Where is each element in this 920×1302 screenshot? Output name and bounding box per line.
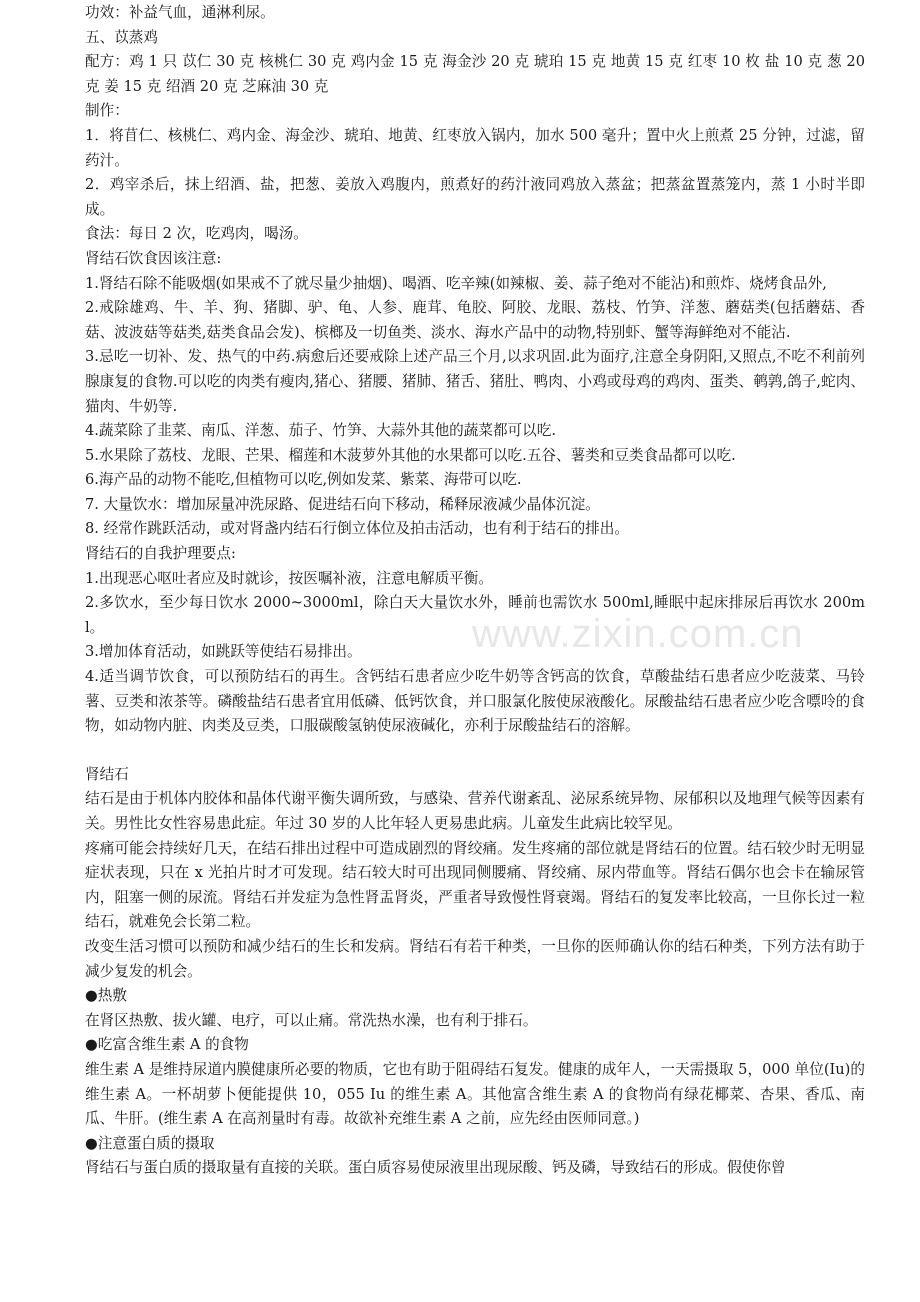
section-heading-kidney-stone: 肾结石 bbox=[85, 765, 129, 783]
tip-heading-vitamin-a: ●吃富含维生素 A 的食物 bbox=[85, 1036, 249, 1054]
self-care-heading: 肾结石的自我护理要点: bbox=[85, 545, 236, 563]
self-care-1: 1.出现恶心呕吐者应及时就诊，按医嘱补液，注意电解质平衡。 bbox=[85, 569, 493, 587]
diet-note-1: 1.肾结石除不能吸烟(如果戒不了就尽量少抽烟)、喝酒、吃辛辣(如辣椒、姜、蒜子绝对不能沾)和煎炸、烧烤食品外, bbox=[85, 274, 827, 292]
self-care-4: 4.适当调节饮食，可以预防结石的再生。含钙结石患者应少吃牛奶等含钙高的饮食，草酸盐结石患者应少吃菠菜、马铃薯、豆类和浓茶等。磷酸盐结石患者宜用低磷、低钙饮食，并口服氯化胺使尿液酸化。尿酸盐结石患者应少吃含嘌呤的食物，如动物内脏、肉类及豆类，口服碳酸氢钠使尿液碱化，亦利于尿酸盐结石的溶解。 bbox=[85, 668, 865, 735]
diet-note-5: 5.水果除了荔枝、龙眼、芒果、榴莲和木菠萝外其他的水果都可以吃.五谷、薯类和豆类食品都可以吃. bbox=[85, 446, 736, 464]
tip-heading-protein: ●注意蛋白质的摄取 bbox=[85, 1134, 215, 1152]
diet-notes-heading: 肾结石饮食因该注意: bbox=[85, 249, 222, 267]
tip-vitamin-a: 维生素 A 是维持尿道内膜健康所必要的物质，它也有助于阻碍结石复发。健康的成年人，一天需摄取 5，000 单位(Iu)的维生素 A。一杯胡萝卜便能提供 10，055 Iu 的维生素 A。其他富含维生素 A 的食物尚有绿花椰菜、杏果、香瓜、南瓜、牛肝。(维生素 A 在高剂量时有毒。故欲补充维生素 A 之前，应先经由医师同意。) bbox=[85, 1060, 865, 1128]
recipe-ingredients: 配方：鸡 1 只 苡仁 30 克 核桃仁 30 克 鸡内金 15 克 海金沙 20 克 琥珀 15 克 地黄 15 克 红枣 10 枚 盐 10 克 葱 20 克 姜 15 克 绍酒 20 克 芝麻油 30 克 bbox=[85, 53, 865, 95]
prevention-paragraph: 改变生活习惯可以预防和减少结石的生长和发病。肾结石有若干种类，一旦你的医师确认你的结石种类，下列方法有助于减少复发的机会。 bbox=[85, 937, 865, 980]
recipe-heading: 五、苡蒸鸡 bbox=[85, 28, 158, 46]
diet-note-3: 3.忌吃一切补、发、热气的中药.病愈后还要戒除上述产品三个月,以求巩固.此为面疗,注意全身阴阳,又照点,不吃不利前列腺康复的食物.可以吃的肉类有瘦肉,猪心、猪腰、猪肺、猪舌、猪肚、鸭肉、小鸡或母鸡的鸡肉、蛋类、鹌鹑,鸽子,蛇肉、猫肉、牛奶等. bbox=[85, 348, 865, 415]
diet-note-8: 8. 经常作跳跃活动，或对肾盏内结石行倒立体位及拍击活动，也有利于结石的排出。 bbox=[85, 520, 629, 538]
diet-note-2: 2.戒除雄鸡、牛、羊、狗、猪脚、驴、龟、人参、鹿茸、龟胶、阿胶、龙眼、荔枝、竹笋、洋葱、蘑菇类(包括蘑菇、香菇、波波菇等菇类,菇类食品会发)、槟榔及一切鱼类、淡水、海水产品中的动物,特别虾、蟹等海鲜绝对不能沾. bbox=[85, 299, 865, 341]
symptoms-paragraph: 疼痛可能会持续好几天，在结石排出过程中可造成剧烈的肾绞痛。发生疼痛的部位就是肾结石的位置。结石较少时无明显症状表现，只在 x 光拍片时才可发现。结石较大时可出现同侧腰痛、肾绞痛、尿内带血等。肾结石偶尔也会卡在输尿管内，阻塞一侧的尿流。肾结石并发症为急性肾盂肾炎，严重者导致慢性肾衰竭。肾结石的复发率比较高，一旦你长过一粒结石，就难免会长第二粒。 bbox=[85, 839, 865, 931]
diet-note-7: 7. 大量饮水：增加尿量冲洗尿路、促进结石向下移动，稀释尿液减少晶体沉淀。 bbox=[85, 495, 600, 513]
watermark: www.zixin.com.cn bbox=[472, 612, 804, 656]
tip-protein: 肾结石与蛋白质的摄取量有直接的关联。蛋白质容易使尿液里出现尿酸、钙及磷，导致结石的形成。假使你曾 bbox=[85, 1159, 786, 1177]
tip-heading-hot-compress: ●热敷 bbox=[85, 987, 127, 1005]
preparation-step-2: 2．鸡宰杀后，抹上绍酒、盐，把葱、姜放入鸡腹内，煎煮好的药汁液同鸡放入蒸盆；把蒸盆置蒸笼内，蒸 1 小时半即成。 bbox=[85, 176, 865, 218]
blank-line bbox=[85, 739, 865, 763]
preparation-step-1: 1．将苜仁、核桃仁、鸡内金、海金沙、琥珀、地黄、红枣放入锅内，加水 500 毫升；置中火上煎煮 25 分钟，过滤，留药汁。 bbox=[85, 126, 865, 169]
cause-paragraph: 结石是由于机体内胶体和晶体代谢平衡失调所致，与感染、营养代谢紊乱、泌尿系统异物、尿郁积以及地理气候等因素有关。男性比女性容易患此症。年过 30 岁的人比年轻人更易患此病。儿童发生此病比较罕见。 bbox=[85, 790, 865, 832]
tip-hot-compress: 在肾区热敷、拔火罐、电疗，可以止痛。常洗热水澡，也有利于排石。 bbox=[85, 1011, 538, 1029]
eating-method: 食法：每日 2 次，吃鸡肉，喝汤。 bbox=[85, 225, 308, 243]
self-care-3: 3.增加体育活动，如跳跃等使结石易排出。 bbox=[85, 643, 362, 661]
diet-note-4: 4.蔬菜除了韭菜、南瓜、洋葱、茄子、竹笋、大蒜外其他的蔬菜都可以吃. bbox=[85, 422, 556, 440]
efficacy-line: 功效：补益气血，通淋利尿。 bbox=[85, 4, 275, 21]
diet-note-6: 6.海产品的动物不能吃,但植物可以吃,例如发菜、紫菜、海带可以吃. bbox=[85, 471, 522, 489]
document-body bbox=[85, 1, 865, 1181]
self-care-2: 2.多饮水，至少每日饮水 2000~3000ml，除白天大量饮水外，睡前也需饮水 500ml,睡眠中起床排尿后再饮水 200ml。 bbox=[85, 594, 865, 636]
preparation-heading: 制作： bbox=[85, 102, 129, 120]
